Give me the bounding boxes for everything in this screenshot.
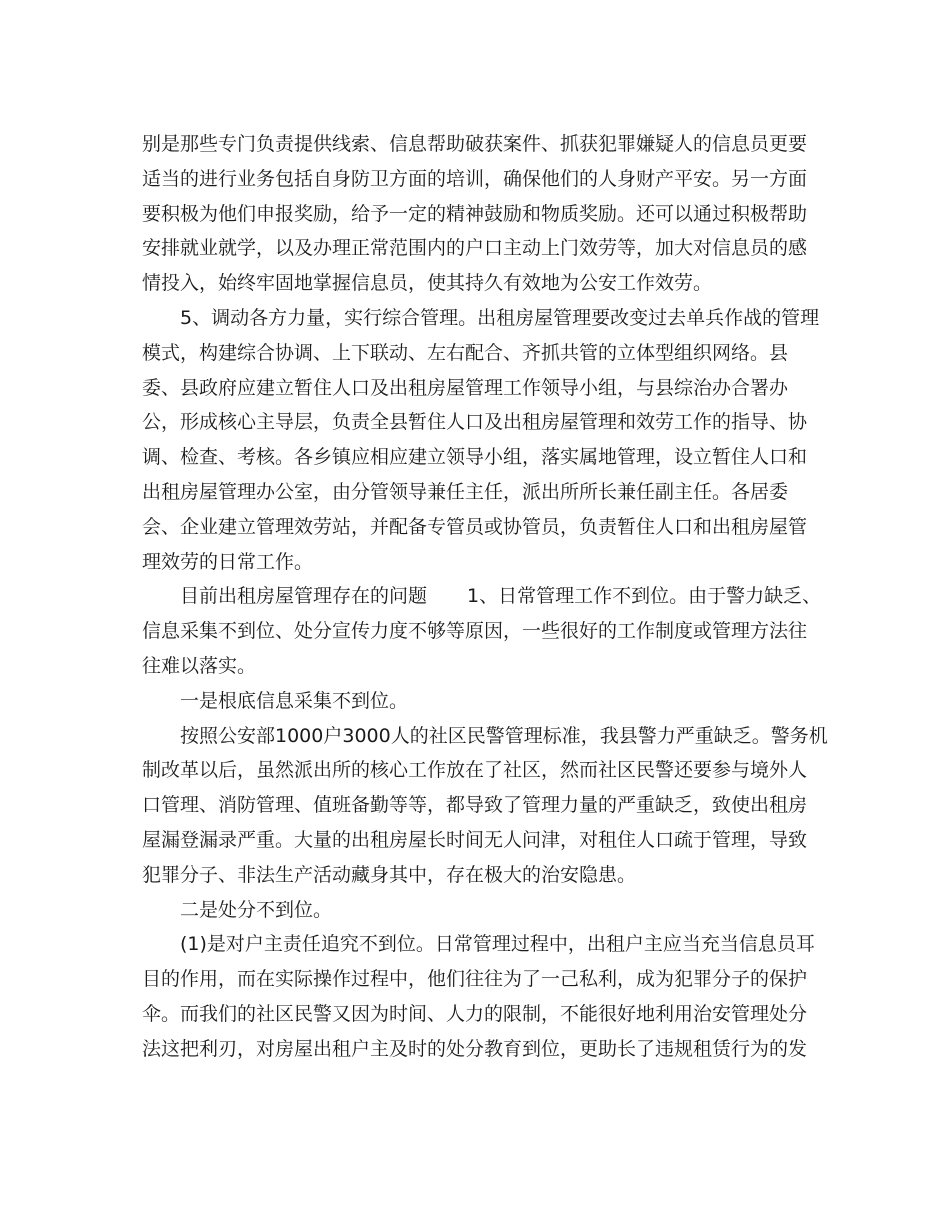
document-body — [142, 127, 828, 1067]
paragraph-start-line: 5、调动各方力量，实行综合管理。出租房屋管理要改变过去单兵作战的管理 — [180, 306, 820, 329]
section-heading-tail: 1、日常管理工作不到位。由于警力缺乏、 — [467, 585, 822, 608]
text-line: 别是那些专门负责提供线索、信息帮助破获案件、抓获犯罪嫌疑人的信息员更要 — [142, 133, 808, 155]
section-heading-line — [142, 579, 822, 614]
text-line: 模式，构建综合协调、上下联动、左右配合、齐抓共管的立体型组织网络。县 — [142, 341, 789, 364]
text-line: 口管理、消防管理、值班备勤等等，都导致了管理力量的严重缺乏，致使出租房 — [142, 794, 808, 817]
text-line: 公，形成核心主导层，负责全县暂住人口及出租房屋管理和效劳工作的指导、协 — [142, 411, 808, 434]
text-line: 会、企业建立管理效劳站，并配备专管员或协管员，负责暂住人口和出租房屋管 — [142, 515, 808, 538]
text-line: 伞。而我们的社区民警又因为时间、人力的限制，不能很好地利用治安管理处分 — [142, 1002, 808, 1025]
text-line: 法这把利刃，对房屋出租户主及时的处分教育到位，更助长了违规租赁行为的发 — [142, 1037, 808, 1060]
text-line: 往难以落实。 — [142, 654, 257, 677]
text-line: 屋漏登漏录严重。大量的出租房屋长时间无人问津，对租住人口疏于管理，导致 — [142, 828, 808, 851]
subheading-line: 二是处分不到位。 — [180, 898, 333, 921]
text-line: 委、县政府应建立暂住人口及出租房屋管理工作领导小组，与县综治办合署办 — [142, 376, 789, 399]
paragraph-start-line: (1)是对户主责任追究不到位。日常管理过程中，出租户主应当充当信息员耳 — [180, 933, 815, 956]
text-line: 适当的进行业务包括自身防卫方面的培训，确保他们的人身财产平安。另一方面 — [142, 167, 808, 190]
text-line: 调、检查、考核。各乡镇应相应建立领导小组，落实属地管理，设立暂住人口和 — [142, 446, 808, 469]
paragraph-start-line: 按照公安部1000户3000人的社区民警管理标准，我县警力严重缺乏。警务机 — [180, 724, 828, 747]
text-line: 安排就业就学，以及办理正常范围内的户口主动上门效劳等，加大对信息员的感 — [142, 237, 808, 260]
text-line: 要积极为他们申报奖励，给予一定的精神鼓励和物质奖励。还可以通过积极帮助 — [142, 202, 808, 225]
subheading-line: 一是根底信息采集不到位。 — [180, 689, 409, 712]
text-line: 犯罪分子、非法生产活动藏身其中，存在极大的治安隐患。 — [142, 863, 637, 886]
section-heading: 目前出租房屋管理存在的问题 — [180, 585, 428, 608]
text-line: 理效劳的日常工作。 — [142, 550, 314, 573]
text-line: 出租房屋管理办公室，由分管领导兼任主任，派出所所长兼任副主任。各居委 — [142, 480, 789, 503]
text-line: 制改革以后，虽然派出所的核心工作放在了社区，然而社区民警还要参与境外人 — [142, 759, 808, 782]
text-line: 情投入，始终牢固地掌握信息员，使其持久有效地为公安工作效劳。 — [142, 272, 713, 295]
text-line: 目的作用，而在实际操作过程中，他们往往为了一己私利，成为犯罪分子的保护 — [142, 968, 808, 991]
text-line: 信息采集不到位、处分宣传力度不够等原因，一些很好的工作制度或管理方法往 — [142, 620, 808, 643]
